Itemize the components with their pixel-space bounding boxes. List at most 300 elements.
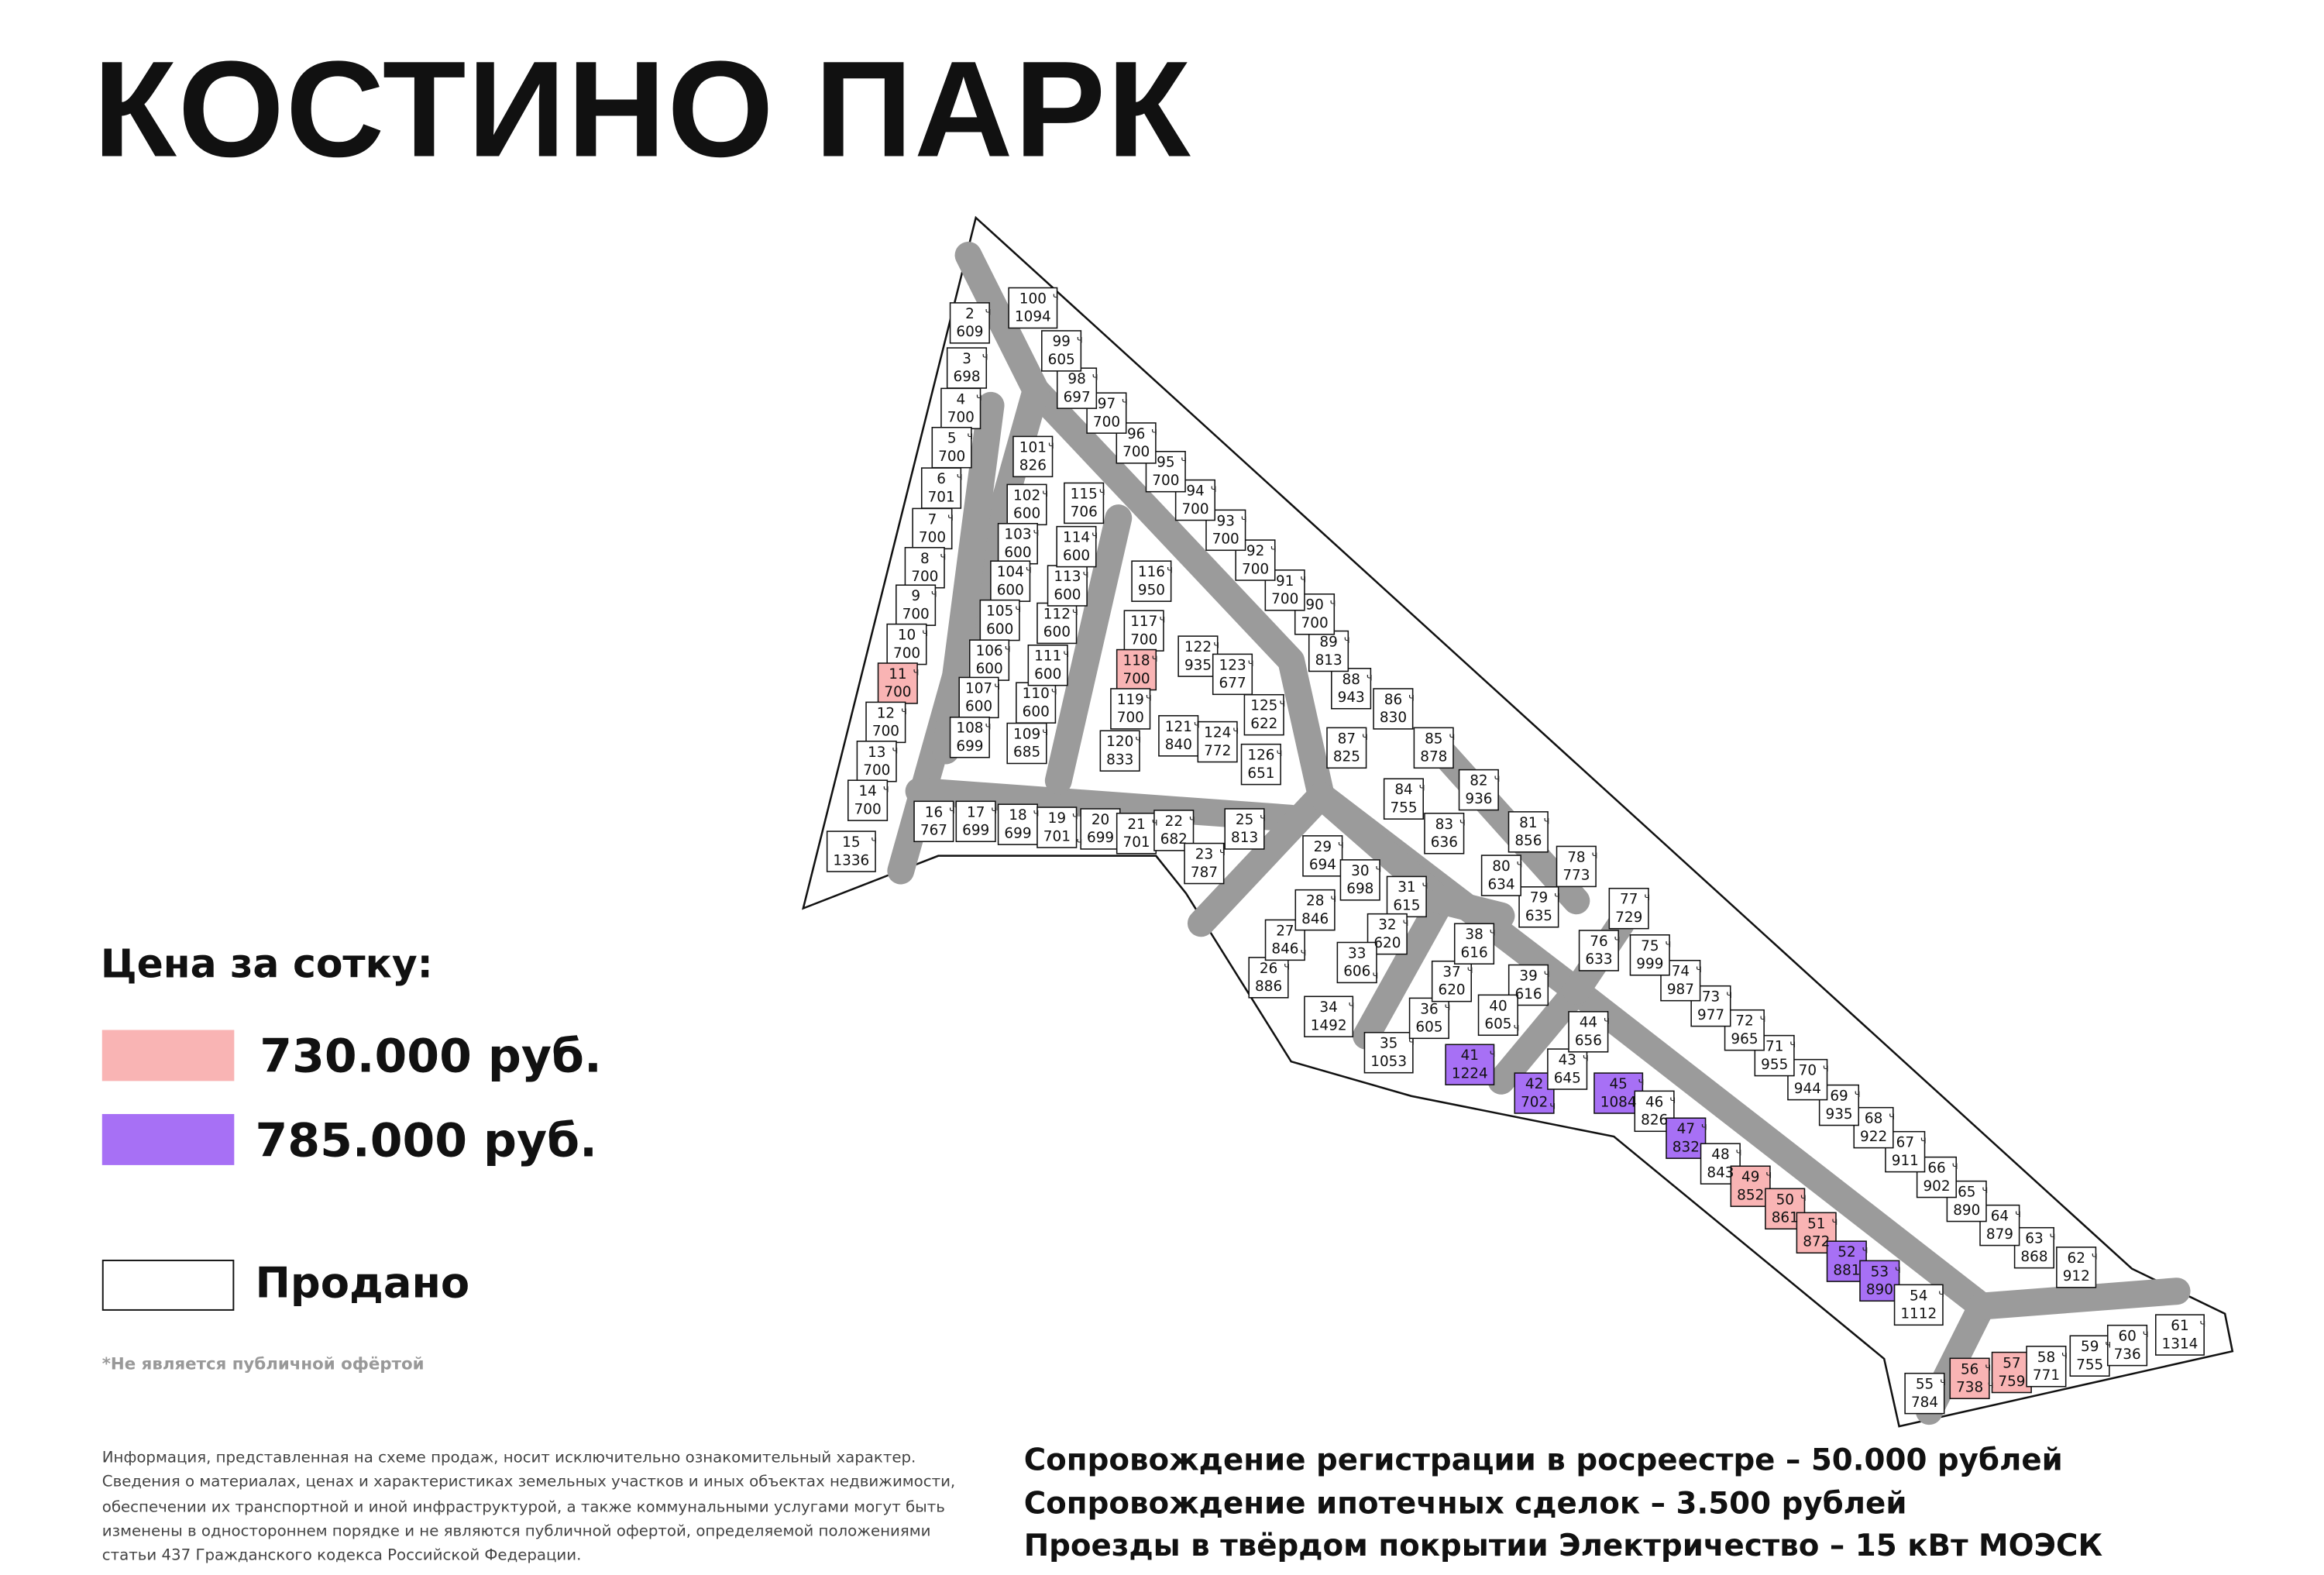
plot-area: 698 xyxy=(953,369,981,386)
plot-marker: ч xyxy=(940,550,947,563)
plot-marker: ч xyxy=(1938,1287,1945,1300)
plot-area: 861 xyxy=(1771,1209,1799,1226)
plot-area: 826 xyxy=(1641,1112,1669,1129)
plot-marker: ч xyxy=(1076,333,1083,346)
plot-area: 772 xyxy=(1204,742,1232,759)
plot-number: 35 xyxy=(1379,1035,1398,1052)
plot-area: 759 xyxy=(1998,1373,2026,1390)
plot-area: 902 xyxy=(1923,1178,1951,1195)
plot-area: 700 xyxy=(1116,710,1144,727)
plot-marker: ч xyxy=(982,350,988,363)
info-registration: Сопровождение регистрации в росреестре – 50.000 рублей xyxy=(1023,1441,2063,1477)
plot-area: 600 xyxy=(1043,624,1071,641)
plot-number: 81 xyxy=(1519,814,1538,831)
plot-number: 70 xyxy=(1798,1062,1817,1079)
plot-area: 633 xyxy=(1585,951,1613,968)
plot-marker: ч xyxy=(1260,811,1267,824)
plot-number: 91 xyxy=(1276,573,1294,590)
plot-number: 39 xyxy=(1519,968,1538,985)
plot-marker: ч xyxy=(1343,634,1350,647)
plot-marker: ч xyxy=(1366,671,1373,684)
plot-area: 700 xyxy=(1152,472,1180,489)
plot-area: 700 xyxy=(1092,414,1121,431)
plot-marker: ч xyxy=(913,665,920,679)
plot-marker: ч xyxy=(1549,1099,1556,1112)
plot-marker: ч xyxy=(994,679,1001,693)
plot-number: 50 xyxy=(1776,1192,1794,1209)
plot-number: 69 xyxy=(1830,1088,1848,1105)
plot-area: 935 xyxy=(1184,657,1212,674)
plot-area: 636 xyxy=(1430,834,1458,851)
plot-number: 94 xyxy=(1186,483,1205,500)
plot-area: 843 xyxy=(1707,1164,1734,1181)
plot-number: 126 xyxy=(1247,747,1275,764)
plot-area: 773 xyxy=(1563,867,1590,884)
plot-number: 6 xyxy=(937,471,946,488)
plot-marker: ч xyxy=(2199,1317,2206,1330)
plot-area: 699 xyxy=(1004,825,1032,842)
plot-number: 121 xyxy=(1164,718,1192,735)
plot-number: 90 xyxy=(1305,597,1324,614)
plot-number: 101 xyxy=(1019,439,1047,456)
plot-area: 825 xyxy=(1332,748,1360,765)
plot-number: 34 xyxy=(1319,999,1338,1016)
plot-marker: ч xyxy=(900,704,908,717)
plot-marker: ч xyxy=(1516,858,1523,871)
plot-area: 700 xyxy=(1212,531,1239,548)
plot-number: 95 xyxy=(1157,454,1175,471)
plot-marker: ч xyxy=(1050,685,1057,698)
plot-marker: ч xyxy=(1765,1168,1772,1181)
plot-marker: ч xyxy=(1071,605,1078,618)
plot-number: 3 xyxy=(962,350,971,367)
plot-marker: ч xyxy=(1582,1051,1589,1064)
plot-marker: ч xyxy=(892,744,899,757)
plot-marker: ч xyxy=(1276,747,1283,760)
plot-area: 738 xyxy=(1956,1379,1984,1396)
road-segment xyxy=(1982,1291,2177,1306)
plot-area: 784 xyxy=(1910,1394,1939,1411)
plot-marker: ч xyxy=(985,720,992,733)
plot-number: 44 xyxy=(1579,1014,1598,1031)
plot-marker: ч xyxy=(1735,1146,1742,1159)
plot-area: 700 xyxy=(918,529,947,546)
plot-area: 600 xyxy=(1004,544,1032,561)
plot-number: 125 xyxy=(1250,697,1278,714)
plot-area: 700 xyxy=(1122,444,1150,461)
plot-marker: ч xyxy=(1591,848,1598,861)
plot-number: 116 xyxy=(1137,564,1166,581)
plot-number: 86 xyxy=(1384,691,1403,708)
plot-number: 48 xyxy=(1711,1147,1730,1164)
plot-number: 25 xyxy=(1235,811,1254,828)
plot-area: 616 xyxy=(1460,944,1488,961)
plot-number: 111 xyxy=(1034,648,1062,665)
plot-number: 92 xyxy=(1246,543,1265,560)
plot-number: 15 xyxy=(842,834,861,851)
plot-number: 32 xyxy=(1378,916,1397,934)
plot-marker: ч xyxy=(1418,781,1425,794)
plot-area: 700 xyxy=(892,645,921,662)
plot-marker: ч xyxy=(1554,889,1561,903)
plot-marker: ч xyxy=(1951,1160,1958,1173)
page-title: КОСТИНО ПАРК xyxy=(93,34,1192,187)
plot-marker: ч xyxy=(1889,1110,1896,1123)
plot-area: 600 xyxy=(1054,586,1081,604)
plot-number: 51 xyxy=(1807,1216,1826,1233)
plot-marker: ч xyxy=(1940,1376,1947,1389)
plot-marker: ч xyxy=(1151,816,1158,829)
plot-number: 79 xyxy=(1529,889,1549,906)
plot-area: 833 xyxy=(1106,751,1134,769)
plot-number: 9 xyxy=(911,588,921,605)
plot-number: 93 xyxy=(1216,513,1235,530)
plot-number: 38 xyxy=(1465,927,1483,944)
plot-number: 59 xyxy=(2080,1339,2099,1356)
road-segment xyxy=(1441,901,1501,916)
plot-area: 701 xyxy=(1122,834,1150,851)
plot-marker: ч xyxy=(1092,529,1098,542)
plot-number: 22 xyxy=(1164,813,1184,830)
plot-number: 43 xyxy=(1558,1052,1576,1069)
plot-marker: ч xyxy=(949,803,956,817)
plot-number: 87 xyxy=(1337,731,1356,748)
plot-marker: ч xyxy=(1015,603,1022,616)
plot-number: 41 xyxy=(1460,1047,1480,1064)
plot-area: 700 xyxy=(1241,561,1270,578)
plot-number: 7 xyxy=(927,511,937,528)
plot-number: 19 xyxy=(1047,810,1067,827)
plot-number: 83 xyxy=(1435,816,1454,833)
plot-area: 600 xyxy=(975,661,1003,678)
plot-area: 936 xyxy=(1465,790,1493,807)
plot-marker: ч xyxy=(1700,1120,1707,1133)
plot-number: 2 xyxy=(965,305,975,322)
plot-area: 890 xyxy=(1865,1281,1893,1298)
plot-number: 113 xyxy=(1054,569,1081,586)
plot-number: 57 xyxy=(2003,1355,2021,1372)
plot-marker: ч xyxy=(1726,989,1733,1002)
plot-marker: ч xyxy=(1329,597,1336,610)
plot-number: 66 xyxy=(1927,1160,1946,1177)
plot-area: 600 xyxy=(986,621,1014,638)
plot-number: 11 xyxy=(889,665,907,683)
plot-area: 840 xyxy=(1164,737,1192,754)
plot-marker: ч xyxy=(1098,485,1105,498)
plot-marker: ч xyxy=(2142,1328,2149,1341)
plot-area: 635 xyxy=(1525,907,1553,924)
plot-area: 700 xyxy=(902,606,930,623)
plot-marker: ч xyxy=(1270,542,1277,555)
plot-number: 117 xyxy=(1130,614,1158,631)
plot-area: 620 xyxy=(1373,934,1401,951)
plot-marker: ч xyxy=(882,782,889,796)
plot-number: 100 xyxy=(1019,291,1047,308)
plot-number: 68 xyxy=(1864,1110,1883,1127)
plot-marker: ч xyxy=(1167,563,1174,576)
plot-marker: ч xyxy=(1300,946,1307,959)
plot-number: 47 xyxy=(1676,1121,1696,1138)
plot-number: 98 xyxy=(1067,371,1086,388)
plot-area: 600 xyxy=(965,698,993,715)
plot-area: 700 xyxy=(1181,500,1209,518)
plot-marker: ч xyxy=(1987,1378,1994,1391)
plot-area: 701 xyxy=(927,489,955,506)
plot-number: 106 xyxy=(975,642,1003,659)
plot-number: 61 xyxy=(2171,1318,2189,1335)
plot-number: 28 xyxy=(1305,892,1325,910)
plot-marker: ч xyxy=(967,430,974,443)
plot-marker: ч xyxy=(975,390,982,404)
plot-area: 700 xyxy=(938,448,966,465)
plot-number: 105 xyxy=(986,603,1014,620)
plot-number: 64 xyxy=(1990,1208,2009,1225)
plot-area: 912 xyxy=(2062,1268,2090,1285)
plot-number: 27 xyxy=(1276,923,1294,940)
plot-number: 71 xyxy=(1765,1038,1784,1055)
plot-marker: ч xyxy=(1669,1093,1676,1106)
plot-number: 60 xyxy=(2118,1328,2137,1345)
plot-marker: ч xyxy=(1361,730,1368,743)
plot-area: 832 xyxy=(1672,1139,1700,1156)
plot-number: 74 xyxy=(1671,963,1690,980)
plot-marker: ч xyxy=(1135,733,1142,746)
plot-area: 600 xyxy=(996,582,1024,599)
plot-area: 878 xyxy=(1420,748,1448,765)
plot-marker: ч xyxy=(2014,1208,2022,1221)
plot-number: 14 xyxy=(858,783,877,800)
plot-number: 56 xyxy=(1960,1361,1979,1378)
plot-area: 605 xyxy=(1047,351,1075,368)
plot-area: 702 xyxy=(1521,1094,1549,1111)
plot-area: 697 xyxy=(1063,389,1091,406)
plot-area: 1112 xyxy=(1900,1305,1937,1322)
plot-marker: ч xyxy=(1047,438,1054,452)
plot-marker: ч xyxy=(1985,1360,1992,1374)
plot-area: 700 xyxy=(947,409,975,426)
plot-marker: ч xyxy=(2061,1349,2068,1362)
plot-marker: ч xyxy=(1494,772,1501,786)
plot-marker: ч xyxy=(922,627,929,640)
plot-area: 846 xyxy=(1301,910,1329,927)
plot-area: 886 xyxy=(1255,978,1283,996)
plot-number: 30 xyxy=(1351,862,1370,879)
plot-marker: ч xyxy=(1240,512,1247,525)
plot-area: 706 xyxy=(1070,504,1098,521)
legend-swatch-785000 xyxy=(102,1114,235,1165)
plot-number: 10 xyxy=(897,627,916,644)
plot-area: 755 xyxy=(1390,800,1418,817)
plot-area: 700 xyxy=(863,762,891,779)
plot-marker: ч xyxy=(1614,933,1621,946)
plot-marker: ч xyxy=(930,587,937,600)
plot-marker: ч xyxy=(1071,810,1078,823)
disclaimer: Информация, представленная на схеме продаж, носит исключительно ознакомительный характер. Сведения о материалах, ценах и характеристиках земельных участков и иных объектах недвижимости, обеспечении их транспортной и иной инфраструктурой, а также коммунальными услугами могут быть изменены в одностороннем порядке и не являются публичной офертой, определяемой положениями статьи 437 Гражданского кодекса Российской Федерации. xyxy=(101,1450,956,1565)
plot-marker: ч xyxy=(1151,425,1158,438)
plot-number: 76 xyxy=(1590,933,1608,950)
plot-area: 622 xyxy=(1250,715,1278,732)
plot-marker: ч xyxy=(1513,1021,1520,1034)
plot-area: 616 xyxy=(1514,985,1542,1002)
plot-marker: ч xyxy=(1408,1035,1415,1048)
plot-marker: ч xyxy=(1232,724,1239,738)
plot-number: 31 xyxy=(1397,879,1416,896)
info-infrastructure: Проезды в твёрдом покрытии Электричество – 15 кВт МОЭСК xyxy=(1023,1526,2103,1563)
plot-number: 104 xyxy=(996,564,1024,581)
plot-number: 29 xyxy=(1313,838,1332,855)
plot-marker: ч xyxy=(1422,879,1428,892)
plot-marker: ч xyxy=(1052,291,1059,304)
plot-marker: ч xyxy=(1603,1014,1610,1027)
plot-area: 700 xyxy=(1271,591,1299,608)
plot-number: 54 xyxy=(1910,1288,1928,1305)
plot-area: 682 xyxy=(1160,831,1188,848)
plot-area: 1094 xyxy=(1014,308,1051,325)
plot-number: 49 xyxy=(1741,1169,1760,1186)
plot-number: 45 xyxy=(1609,1076,1628,1093)
plot-number: 18 xyxy=(1009,807,1027,824)
plot-marker: ч xyxy=(1543,814,1550,827)
plot-number: 109 xyxy=(1013,726,1041,743)
plot-area: 600 xyxy=(1062,547,1091,564)
plot-area: 943 xyxy=(1337,689,1365,707)
plot-marker: ч xyxy=(1489,926,1496,939)
plot-area: 600 xyxy=(1013,505,1041,522)
plot-marker: ч xyxy=(1466,964,1473,977)
plot-area: 600 xyxy=(1022,703,1050,720)
plot-area: 700 xyxy=(1122,670,1150,687)
plot-marker: ч xyxy=(1092,370,1098,383)
plot-number: 80 xyxy=(1492,858,1511,875)
plot-area: 826 xyxy=(1019,457,1047,474)
plot-number: 62 xyxy=(2067,1250,2085,1267)
plot-area: 852 xyxy=(1737,1187,1765,1204)
plot-marker: ч xyxy=(1004,642,1011,655)
plot-marker: ч xyxy=(1151,652,1158,665)
plot-number: 85 xyxy=(1425,731,1443,748)
plot-marker: ч xyxy=(991,803,998,817)
plot-number: 5 xyxy=(947,430,957,447)
plot-area: 609 xyxy=(956,324,984,341)
plot-area: 830 xyxy=(1379,710,1408,727)
plot-area: 944 xyxy=(1793,1080,1821,1097)
plot-marker: ч xyxy=(1444,1000,1451,1013)
plot-number: 42 xyxy=(1525,1076,1544,1093)
plot-marker: ч xyxy=(1082,568,1089,581)
plot-number: 16 xyxy=(924,804,944,821)
plot-marker: ч xyxy=(1193,718,1200,731)
plot-area: 700 xyxy=(854,801,882,818)
plot-area: 699 xyxy=(956,738,984,755)
plot-area: 615 xyxy=(1393,897,1421,914)
plot-number: 4 xyxy=(956,391,966,408)
plot-number: 58 xyxy=(2037,1349,2056,1366)
plot-area: 890 xyxy=(1953,1202,1981,1219)
plot-area: 755 xyxy=(2076,1357,2104,1374)
footnote: *Не является публичной офёртой xyxy=(101,1354,425,1374)
plot-number: 52 xyxy=(1838,1244,1856,1261)
plot-area: 846 xyxy=(1271,941,1299,958)
plot-area: 1336 xyxy=(833,852,870,869)
plot-number: 73 xyxy=(1701,989,1721,1006)
plot-marker: ч xyxy=(871,834,878,847)
plot-number: 33 xyxy=(1348,945,1367,962)
plot-area: 1314 xyxy=(2161,1336,2199,1353)
plot-number: 78 xyxy=(1567,849,1586,866)
plot-area: 955 xyxy=(1761,1056,1789,1073)
plot-number: 110 xyxy=(1022,686,1050,703)
plot-number: 17 xyxy=(966,804,985,821)
plot-number: 102 xyxy=(1013,487,1041,504)
plot-area: 700 xyxy=(1130,631,1158,648)
plot-marker: ч xyxy=(1543,968,1550,981)
plot-number: 122 xyxy=(1184,639,1212,656)
plot-marker: ч xyxy=(1638,1075,1645,1088)
plot-area: 950 xyxy=(1137,582,1166,599)
plot-area: 1084 xyxy=(1600,1094,1637,1111)
plot-marker: ч xyxy=(2091,1250,2098,1263)
plot-area: 856 xyxy=(1514,833,1542,850)
plot-area: 965 xyxy=(1731,1030,1758,1047)
plot-number: 8 xyxy=(920,550,930,567)
plot-area: 651 xyxy=(1247,765,1275,782)
plot-number: 115 xyxy=(1070,486,1098,503)
legend-label-785000: 785.000 руб. xyxy=(255,1113,597,1168)
plot-area: 771 xyxy=(2032,1367,2061,1384)
plot-marker: ч xyxy=(1789,1038,1796,1051)
plot-number: 63 xyxy=(2025,1230,2044,1247)
plot-number: 123 xyxy=(1219,657,1246,674)
plot-area: 999 xyxy=(1636,956,1664,973)
plot-marker: ч xyxy=(1025,563,1032,576)
plot-marker: ч xyxy=(956,470,963,483)
plot-marker: ч xyxy=(1076,835,1083,848)
plot-marker: ч xyxy=(1279,697,1286,710)
plot-area: 879 xyxy=(1985,1226,2013,1243)
plot-marker: ч xyxy=(985,305,992,318)
plot-marker: ч xyxy=(1330,892,1337,906)
plot-marker: ч xyxy=(1402,916,1409,930)
plot-marker: ч xyxy=(1822,1062,1829,1075)
plot-marker: ч xyxy=(1033,526,1040,539)
plot-marker: ч xyxy=(1033,806,1040,820)
plot-marker: ч xyxy=(2049,1230,2056,1243)
plot-number: 53 xyxy=(1870,1264,1889,1281)
plot-number: 88 xyxy=(1342,671,1360,688)
plot-number: 118 xyxy=(1122,652,1150,669)
plot-marker: ч xyxy=(1459,816,1466,829)
plot-marker: ч xyxy=(1284,960,1291,973)
plot-number: 36 xyxy=(1420,1001,1439,1018)
plot-marker: ч xyxy=(1042,726,1049,739)
plot-area: 677 xyxy=(1219,675,1246,692)
plot-area: 787 xyxy=(1190,864,1219,881)
plot-marker: ч xyxy=(1408,691,1415,704)
plot-area: 872 xyxy=(1803,1233,1831,1250)
plot-area: 645 xyxy=(1553,1070,1581,1087)
plot-number: 21 xyxy=(1127,816,1146,833)
plot-marker: ч xyxy=(1042,487,1049,500)
plot-area: 699 xyxy=(1086,830,1115,847)
plot-number: 65 xyxy=(1958,1184,1976,1201)
plot-number: 12 xyxy=(876,705,896,722)
plot-marker: ч xyxy=(1375,862,1382,875)
plot-area: 605 xyxy=(1415,1019,1443,1036)
plot-area: 600 xyxy=(1034,665,1062,683)
plot-marker: ч xyxy=(1348,999,1355,1012)
plot-area: 634 xyxy=(1487,876,1515,893)
plot-marker: ч xyxy=(1247,656,1254,669)
